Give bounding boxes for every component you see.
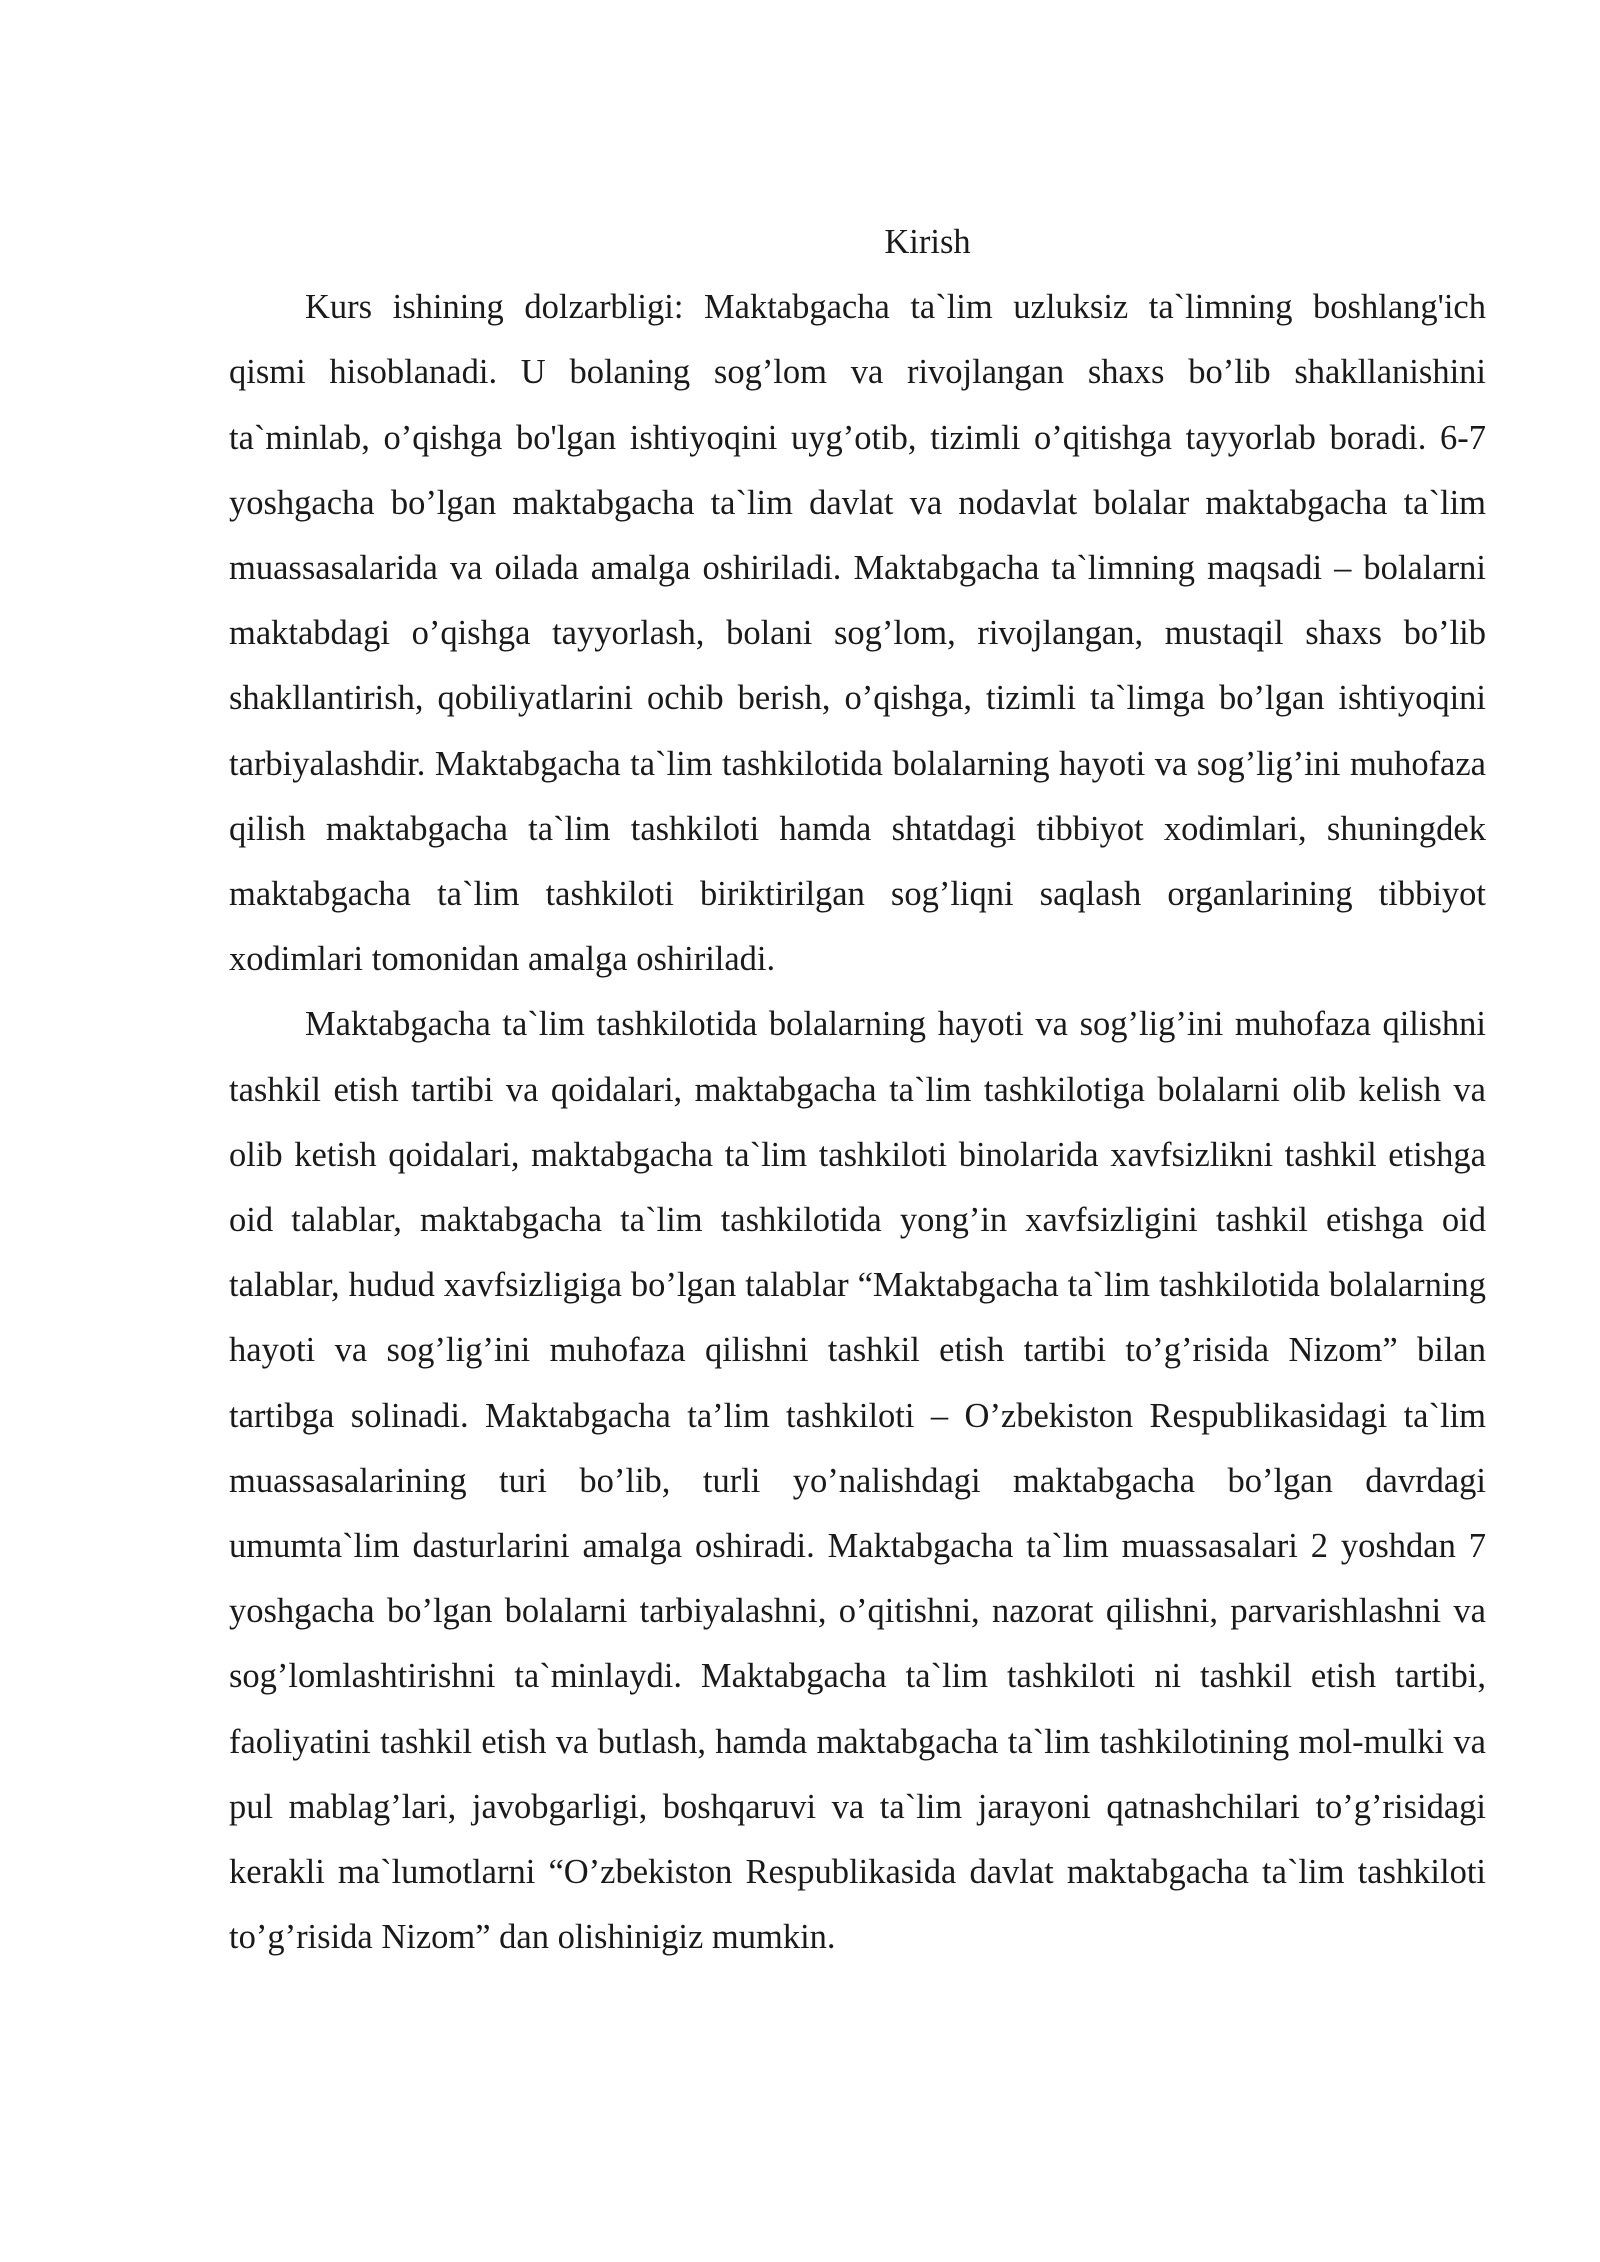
paragraph-2: Maktabgacha ta`lim tashkilotida bolalarning hayoti va sog’lig’ini muhofaza qilishni tashkil etish tartibi va qoidalari, maktabgacha ta`lim tashkilotiga bolalarni olib kelish va olib ketish qoidalari, maktabgacha ta`lim tashkiloti binolarida xavfsizlikni tashkil etishga oid talablar, maktabgacha ta`lim tashkilotida yong’in xavfsizligini tashkil etishga oid talablar, hudud xavfsizligiga bo’lgan talablar “Maktabgacha ta`lim tashkilotida bolalarning hayoti va sog’lig’ini muhofaza qilishni tashkil etish tartibi to’g’risida Nizom” bilan tartibga solinadi. Maktabgacha ta’lim tashkiloti – O’zbekiston Respublikasidagi ta`lim muassasalarining turi bo’lib, turli yo’nalishdagi maktabgacha bo’lgan davrdagi umumta`lim dasturlarini amalga oshiradi. Maktabgacha ta`lim muassasalari 2 yoshdan 7 yoshgacha bo’lgan bolalarni tarbiyalashni, o’qitishni, nazorat qilishni, parvarishlashni va sog’lomlashtirishni ta`minlaydi. Maktabgacha ta`lim tashkiloti ni tashkil etish tartibi, faoliyatini tashkil etish va butlash, hamda maktabgacha ta`lim tashkilotining mol-mulki va pul mablag’lari, javobgarligi, boshqaruvi va ta`lim jarayoni qatnashchilari to’g’risidagi kerakli ma`lumotlarni “O’zbekiston Respublikasida davlat maktabgacha ta`lim tashkiloti to’g’risida Nizom” dan olishinigiz mumkin. xyxy=(229,1005,1486,1957)
paragraph-1: Kurs ishining dolzarbligi: Maktabgacha ta`lim uzluksiz ta`limning boshlang'ich qismi hisoblanadi. U bolaning sog’lom va rivojlangan shaxs bo’lib shakllanishini ta`minlab, o’qishga bo'lgan ishtiyoqini uyg’otib, tizimli o’qitishga tayyorlab boradi. 6-7 yoshgacha bo’lgan maktabgacha ta`lim davlat va nodavlat bolalar maktabgacha ta`lim muassasalarida va oilada amalga oshiriladi. Maktabgacha ta`limning maqsadi – bolalarni maktabdagi o’qishga tayyorlash, bolani sog’lom, rivojlangan, mustaqil shaxs bo’lib shakllantirish, qobiliyatlarini ochib berish, o’qishga, tizimli ta`limga bo’lgan ishtiyoqini tarbiyalashdir. Maktabgacha ta`lim tashkilotida bolalarning hayoti va sog’lig’ini muhofaza qilish maktabgacha ta`lim tashkiloti hamda shtatdagi tibbiyot xodimlari, shuningdek maktabgacha ta`lim tashkiloti biriktirilgan sog’liqni saqlash organlarining tibbiyot xodimlari tomonidan amalga oshiriladi. xyxy=(229,288,1486,979)
document-title: Kirish xyxy=(884,223,971,261)
document-body xyxy=(229,210,1486,1970)
